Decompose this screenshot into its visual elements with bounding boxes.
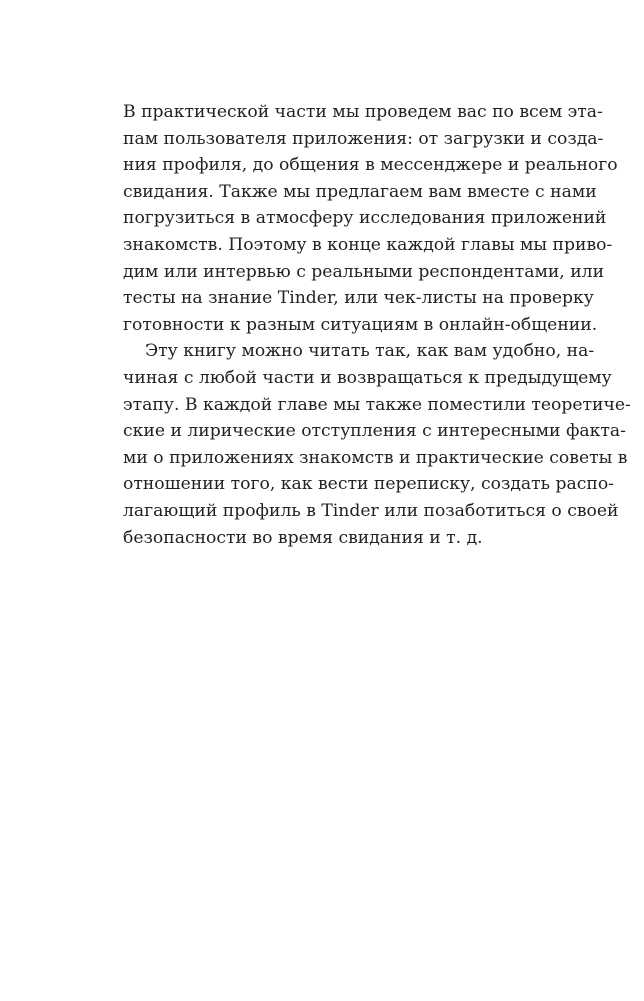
- text-line: ния профиля, до общения в мессенджере и реального: [123, 155, 618, 176]
- paragraph-2: [123, 338, 631, 551]
- text-line: погрузиться в атмосферу исследования приложений: [123, 208, 607, 229]
- text-line: знакомств. Поэтому в конце каждой главы мы приво-: [123, 234, 613, 255]
- text-line: готовности к разным ситуациям в онлайн-общении.: [123, 314, 598, 335]
- text-line: Эту книгу можно читать так, как вам удобно, на-: [145, 341, 595, 362]
- text-line: лагающий профиль в Tinder или позаботиться о своей: [123, 500, 619, 521]
- text-line: тесты на знание Tinder, или чек-листы на проверку: [123, 288, 594, 309]
- text-line: ские и лирические отступления с интересными факта-: [123, 421, 626, 442]
- body-text: [123, 99, 631, 551]
- text-line: чиная с любой части и возвращаться к предыдущему: [123, 367, 612, 388]
- text-line: отношении того, как вести переписку, создать распо-: [123, 474, 614, 495]
- paragraph-1: [123, 99, 618, 338]
- text-line: В практической части мы проведем вас по всем эта-: [123, 102, 603, 122]
- text-line: безопасности во время свидания и т. д.: [123, 527, 483, 548]
- text-line: ми о приложениях знакомств и практические советы в: [123, 447, 628, 468]
- text-line: этапу. В каждой главе мы также поместили теоретиче-: [123, 394, 631, 415]
- text-line: дим или интервью с реальными респондентами, или: [123, 261, 605, 282]
- text-line: пам пользователя приложения: от загрузки и созда-: [123, 128, 604, 149]
- text-line: свидания. Также мы предлагаем вам вместе с нами: [123, 181, 597, 202]
